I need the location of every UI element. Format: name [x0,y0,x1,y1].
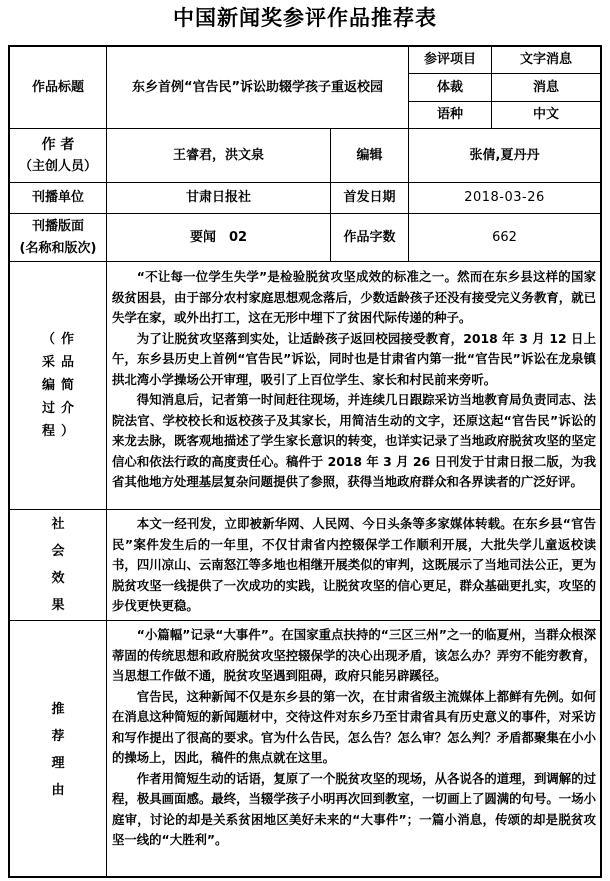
reason-label-char: 荐 [51,728,65,744]
value-first-date: 2018-03-26 [464,190,545,205]
paragraph: 官告民，这种新闻不仅是东乡县的第一次，在甘肃省级主流媒体上都鲜有先例。如何在消息这种简短的新闻题材中，交待这件对东乡乃至甘肃省具有历史意义的事件，对采访和写作提出了很高的要求。官为什么告民，怎么告？怎么审？怎么判？矛盾都聚集在小小的操场上，因此，稿件的焦点就在这里。 [112,688,596,765]
effect-label-char: 果 [51,598,65,613]
label-language: 语种 [436,107,463,122]
process-label-char: 程 [41,424,55,439]
label-first-date: 首发日期 [343,190,396,205]
label-word-count: 作品字数 [343,229,396,245]
label-process-col2 [61,328,74,443]
label-category: 参评项目 [423,52,476,67]
label-author-line2: （主创人员） [18,158,97,174]
effect-label-char: 会 [51,544,65,559]
value-work-title: 东乡首例“官告民”诉讼助辍学孩子重返校园 [131,79,384,95]
paragraph: “小篇幅”记录“大事件”。在国家重点扶持的“三区三州”之一的临夏州，当群众根深蒂固的传统思想和政府脱贫攻坚控辍保学的决心出现矛盾，该怎么办？弄穷不能穷教育，当思想工作做不通，脱贫攻坚遇到阻碍，政府只能另辟蹊径。 [112,627,596,683]
label-editor: 编辑 [356,147,383,163]
effect-text [112,514,596,617]
paragraph: 本文一经刊发，立即被新华网、人民网、今日头条等多家媒体转载。在东乡县“官告民”案件发生后的一年里，不仅甘肃省内控辍保学工作顺利开展，大批失学儿童返校读书，四川凉山、云南怒江等多地也相继开展类似的审判，这既展示了当地司法公正，更为脱贫攻坚一线提供了一次成功的实践，让脱贫攻坚的信心更足，群众基础更扎实，攻坚的步伐更快更稳。 [112,516,596,613]
process-label-char: ） [61,424,75,439]
process-label-char: 过 [41,401,55,416]
value-editor: 张倩,夏丹丹 [469,147,540,163]
label-work-title: 作品标题 [31,79,84,95]
label-process [10,262,106,509]
process-label-char: 品 [61,355,75,370]
effect-label-char: 社 [51,517,65,532]
effect-label-char: 效 [51,571,65,586]
paragraph: 作者用简短生动的话语，复原了一个脱贫攻坚的现场，从各说各的道理，到调解的过程，极具画面感。最终，当辍学孩子小明再次回到教室，一切画上了圆满的句号。一场小庭审，讨论的却是关系贫困地区美好未来的“大事件”；一篇小消息，传颂的却是脱贫攻坚一线的“大胜利”。 [112,770,596,847]
reason-text [112,625,596,851]
reason-label-char: 理 [51,755,65,771]
process-label-char: （ [41,332,55,347]
value-author: 王睿君，洪文泉 [172,147,264,163]
paragraph: 为了让脱贫攻坚落到实处，让适龄孩子返回校园接受教育，2018 年 3 月 12 日上午，东乡县历史上首例“官告民”诉讼，同时也是甘肃省内第一批“官告民”诉讼在龙泉镇拱北湾小学操场公开审理，吸引了上百位学生、家长和村民前来旁听。 [112,330,596,387]
process-label-char: 介 [61,401,75,416]
label-author-line1: 作 者 [41,136,75,153]
process-label-char: 采 [41,355,55,370]
value-language: 中文 [532,107,559,122]
value-genre: 消息 [532,79,559,95]
label-process-col1 [42,328,55,443]
value-page: 要闻 02 [189,229,248,245]
label-page [10,214,106,261]
process-label-char: 编 [41,378,55,393]
label-effect [10,510,106,620]
label-publisher: 刊播单位 [31,190,84,205]
value-category: 文字消息 [519,52,572,67]
process-label-char: 简 [61,378,75,393]
process-label-char: 作 [61,332,75,347]
label-reason [10,621,106,878]
process-text [112,267,596,493]
value-publisher: 甘肃日报社 [185,190,251,205]
label-page-line1: 刊播版面 [31,218,84,234]
reason-label-char: 由 [51,782,65,798]
label-page-line2: (名称和版次) [19,240,97,256]
paragraph: 得知消息后，记者第一时间赶往现场，并连续几日跟踪采访当地教育局负责同志、法院法官、学校校长和返校孩子及其家长，用简洁生动的文字，还原这起“官告民”诉讼的来龙去脉，既客观地描述了学生家长意识的转变，也详实记录了当地政府脱贫攻坚的坚定信心和依法行政的高度责任心。稿件于 2018 年 3 月 26 日刊发于甘肃日报二版，为我省其他地方处理基层复杂问题提供了参照，获得当地政府群众和各界读者的广泛好评。 [112,392,596,489]
label-author [10,129,106,182]
label-genre: 体裁 [436,79,463,95]
reason-label-char: 推 [51,701,65,717]
page-title: 中国新闻奖参评作品推荐表 [173,5,437,30]
grid-line [106,261,107,878]
value-word-count: 662 [492,229,517,245]
paragraph: “不让每一位学生失学”是检验脱贫攻坚成效的标准之一。然而在东乡县这样的国家级贫困县，由于部分农村家庭思想观念落后，少数适龄孩子还没有接受完义务教育，就已失学在家，或外出打工，这在无形中埋下了贫困代际传递的种子。 [112,269,596,325]
